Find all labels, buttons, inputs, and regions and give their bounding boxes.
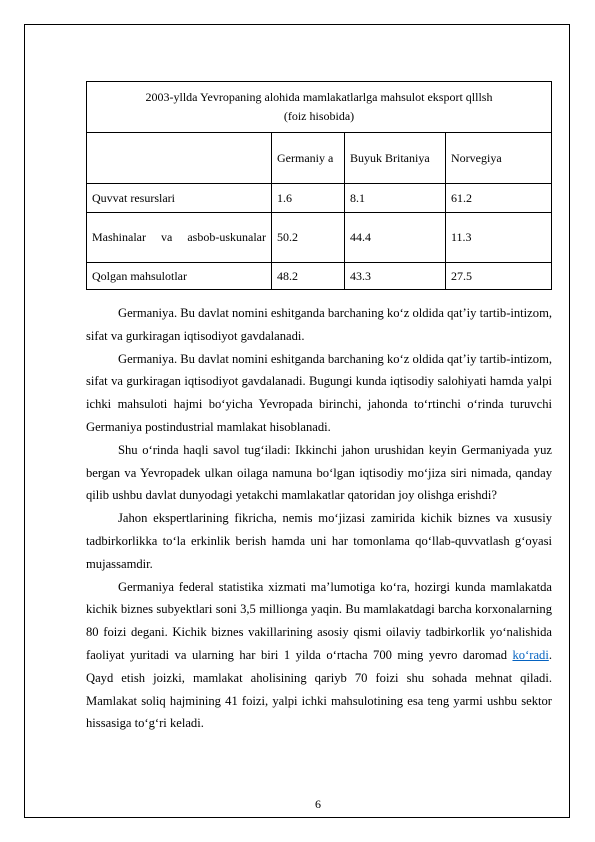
paragraph: Shu oʻrinda haqli savol tugʻiladi: Ikkinchi jahon urushidan keyin Germaniyada yuz bergan va Yevropadek ulkan oilaga namuna boʻlgan iqtisodiy moʻjiza siri nimada, qanday qilib ushbu davlat dunyodagi yetakchi mamlakatlar qatoridan joy olishga erishdi? <box>86 442 552 503</box>
table-row-label <box>87 213 272 263</box>
table-header-uk: Buyuk Britaniya <box>345 133 446 184</box>
table-header-row <box>87 133 552 184</box>
table-row-label: Quvvat resurslari <box>87 184 272 213</box>
table-cell: 27.5 <box>446 263 552 290</box>
koradi-link[interactable]: koʻradi <box>512 647 549 662</box>
export-table <box>86 81 552 290</box>
page-number: 6 <box>315 797 321 811</box>
table-cell: 8.1 <box>345 184 446 213</box>
table-cell: 1.6 <box>272 184 345 213</box>
table-cell: 11.3 <box>446 213 552 263</box>
paragraph-text: Germaniya federal statistika xizmati maʼlumotiga koʻra, hozirgi kunda mamlakatda kichik biznes subyektlari soni 3,5 millionga yaqin. Bu mamlakatdagi barcha korxonalarning 80 foizi degani. Kichik biznes vakillarining asosiy qismi oilaviy tadbirkorlik yoʻnalishida faoliyat yuritadi va ularning har biri 1 yilda oʻrtacha 700 ming yevro daromad <box>86 579 552 662</box>
table-row-label-text: Mashinalar va asbob-uskunalar <box>92 230 266 244</box>
body-text <box>86 302 552 735</box>
table-header-norway: Norvegiya <box>446 133 552 184</box>
paragraph: Germaniya. Bu davlat nomini eshitganda barchaning koʻz oldida qatʼiy tartib-intizom, sifat va gurkiragan iqtisodiyot gavdalanadi. Bugungi kunda iqtisodiy salohiyati hamda yalpi ichki mahsuloti hajmi boʻyicha Yevropada birinchi, jahonda toʻrtinchi oʻrinda turuvchi Germaniya postindustrial mamlakat hisoblanadi. <box>86 351 553 434</box>
table-header-cell <box>87 133 272 184</box>
table-cell: 50.2 <box>272 213 345 263</box>
table-cell: 61.2 <box>446 184 552 213</box>
table-row-label: Qolgan mahsulotlar <box>87 263 272 290</box>
table-caption-title: 2003-yllda Yevropaning alohida mamlakatlarlga mahsulot eksport qlllsh <box>145 90 493 104</box>
table-cell: 44.4 <box>345 213 446 263</box>
table-caption <box>87 82 552 133</box>
table-caption-row <box>87 82 552 133</box>
table-cell: 48.2 <box>272 263 345 290</box>
table-cell: 43.3 <box>345 263 446 290</box>
table-header-germany: Germaniy a <box>272 133 345 184</box>
table-row <box>87 213 552 263</box>
table-caption-unit: (foiz hisobida) <box>283 109 355 123</box>
paragraph: Jahon ekspertlarining fikricha, nemis moʻjizasi zamirida kichik biznes va xususiy tadbirkorlikka toʻla erkinlik berish hamda uni har tomonlama qoʻllab-quvvatlash gʻoyasi mujassamdir. <box>86 511 552 571</box>
paragraph-text: . Qayd etish joizki, mamlakat aholisining qariyb 70 foizi shu sohada mehnat qiladi. Mamlakat soliq hajmining 41 foizi, yalpi ichki mahsulotining esa teng yarmi ushbu sektor hissasiga toʻgʻri keladi. <box>86 647 552 731</box>
table-row <box>87 263 552 290</box>
paragraph <box>86 576 552 736</box>
paragraph: Germaniya. Bu davlat nomini eshitganda barchaning koʻz oldida qatʼiy tartib-intizom, sifat va gurkiragan iqtisodiyot gavdalanadi. <box>86 306 553 343</box>
table-row <box>87 184 552 213</box>
